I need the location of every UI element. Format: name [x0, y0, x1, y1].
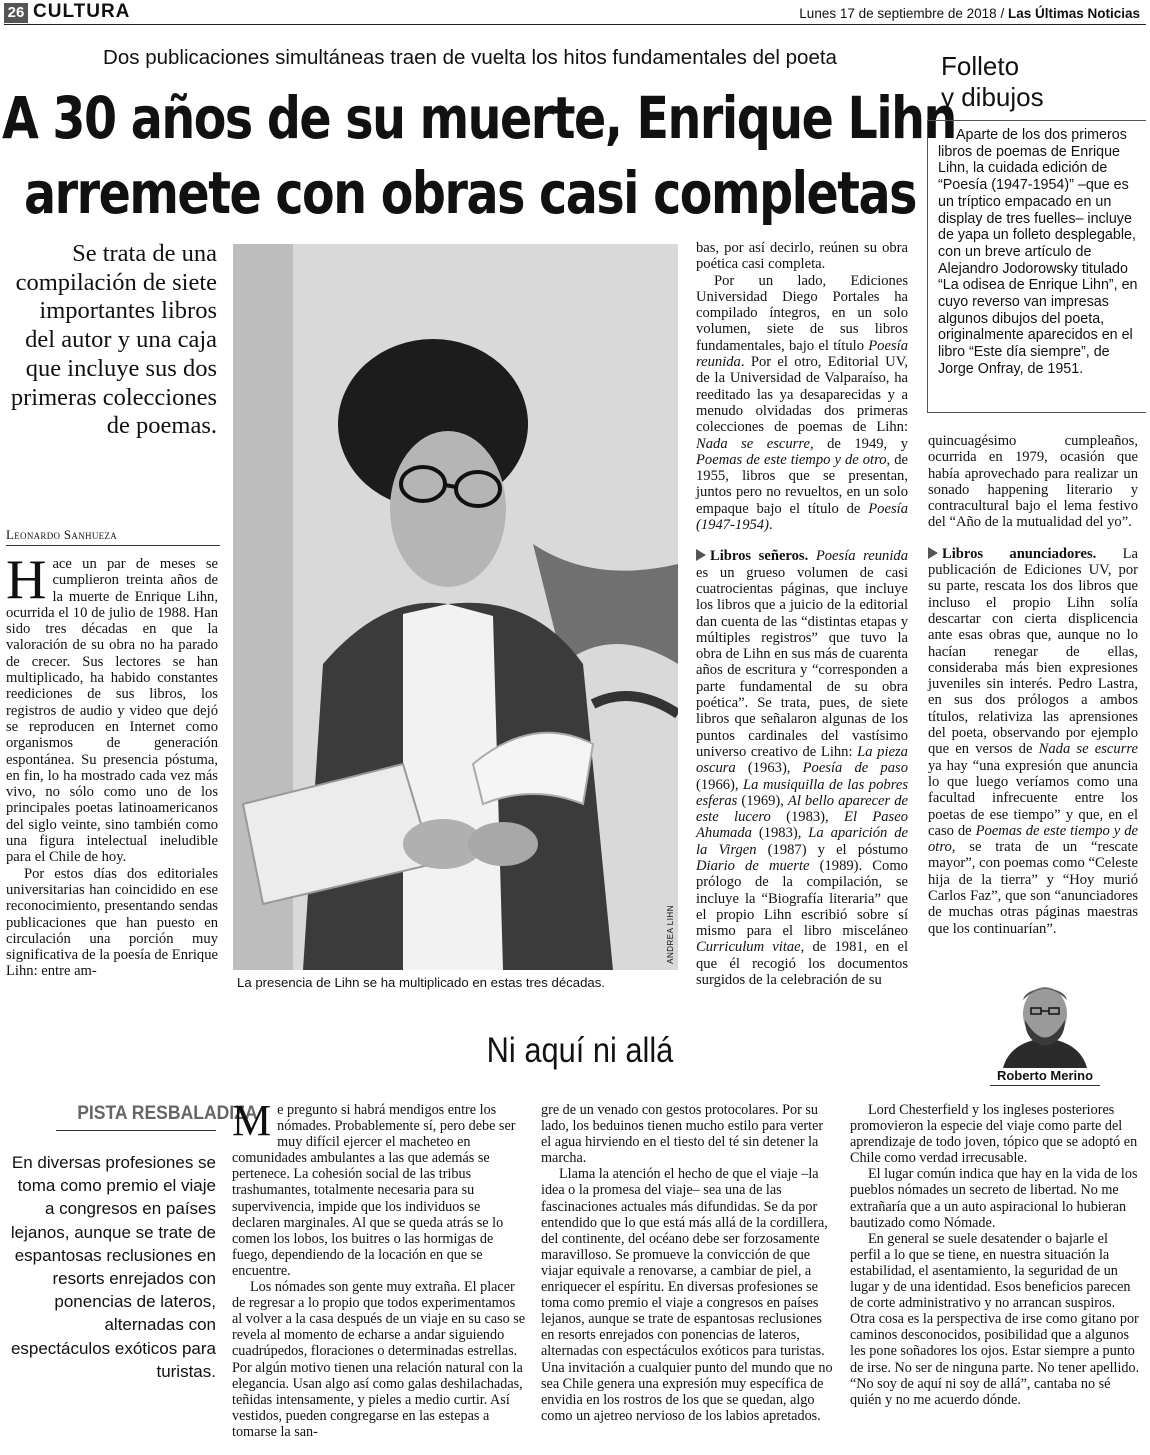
date-text: Lunes 17 de septiembre de 2018 / — [799, 6, 1008, 21]
article-paragraph: Por estos días dos editoriales universitarias han coincidido en ese reconocimiento, presentando sendas publicaciones que han puesto en circulación una porción muy significativa de la poesía de Enrique Lihn: entre am- — [6, 865, 218, 980]
byline-rule — [6, 545, 220, 546]
subhead-libros-anunciadores: Libros anunciadores. — [942, 545, 1097, 562]
byline: Leonardo Sanhueza — [6, 527, 118, 542]
article-paragraph: Por un lado, Ediciones Universidad Diego Portales ha compilado íntegros, en un solo volumen, siete de sus libros fundamentales, bajo el título Poesía reunida. Por el otro, Editorial UV, de la Universidad de Valparaíso, ha reeditado las ya desaparecidas y a menudo olvidadas dos primeras colecciones de poemas de Lihn: Nada se escurre, de 1949, y Poemas de este tiempo y de otro, de 1955, libros que se presentan, juntos pero no revueltos, en un solo empaque bajo el título de Poesía (1947-1954). — [696, 272, 908, 534]
drop-cap: M — [232, 1096, 272, 1145]
article-column-1 — [6, 549, 218, 980]
column-body-2 — [541, 1102, 836, 1424]
photo-credit: ANDREA LIHN — [666, 905, 675, 964]
page-number: 26 — [4, 3, 28, 23]
paper-name: Las Últimas Noticias — [1007, 6, 1140, 21]
column-paragraph: gre de un venado con gestos protocolares. Por su lado, los beduinos tienen mucho estilo para verter el agua hirviendo en el tiesto del té sin detener la marcha. — [541, 1102, 824, 1167]
sidebar-title-line-2: y dibujos — [941, 82, 1044, 112]
article-paragraph: Libros anunciadores. La publicación de Ediciones UV, por su parte, rescata los dos libros que incluso el propio Lihn solía descartar con cierta displicencia ante esas obras que, aunque no lo hacían renegar de ellas, consideraba más bien expresiones juveniles sin interés. Pedro Lastra, en sus dos prólogos a ambos títulos, relativiza las aprensiones del poeta, observando por ejemplo que en versos de Nada se escurre ya hay “una expresión que anuncia lo que luego veríamos como una facultad infrecuente entre los poetas de ese tiempo” y que, en el caso de Poemas de este tiempo y de otro, se trata de un “rescate mayor”, con poemas como “Celeste hija de la tierra” y “Hoy murió Carlos Faz”, que son “anunciadores de muchas otras páginas maestras que los continuarían”. — [928, 545, 1139, 937]
subhead-libros-seneros: Libros señeros. — [710, 548, 809, 565]
deck: Se trata de una compilación de siete importantes libros del autor y una caja que incluye sus dos primeras colecciones de poemas. — [10, 240, 217, 440]
article-paragraph: Hace un par de meses se cumplieron treinta años de la muerte de Enrique Lihn, ocurrida el 10 de julio de 1988. Han sido tres décadas en que la valoración de su obra no ha parado de crecer. Sus lectores se han multiplicado, ha habido constantes reediciones de sus libros, los registros de audio y video que dejó se reproducen en Internet como organismos de generación espontánea. Su presencia póstuma, en fin, lo ha mostrado cada vez más vivo, no sólo como uno de los principales poetas latinoamericanos del siglo veinte, sino también como una figura intelectual ineludible para el Chile de hoy. — [6, 549, 218, 866]
column-paragraph: Llama la atención el hecho de que el viaje –la idea o la promesa del viaje– sea una de las fascinaciones actuales más difundidas. Se da por entendido que lo que está más allá de la cordillera, del continente, del océano debe ser forzosamente maravilloso. Se promueve la convicción de que viajar equivale a renovarse, a cambiar de piel, a enriquecer el espíritu. En diversas profesiones se toma como premio el viaje a congresos en países lejanos, aunque se trate de espantosas reclusiones en resorts enrejados con ponencias de lateros, alternadas con espectáculos exóticos para turistas. Una invitación a cualquier punto del mundo que no sea Chile genera una expresión muy específica de envidia en los rostros de los que se quedan, algo como un ajetreo nervioso de los labios apretados. — [541, 1166, 833, 1424]
kicker: Dos publicaciones simultáneas traen de vuelta los hitos fundamentales del poeta — [103, 46, 837, 69]
column-paragraph: El lugar común indica que hay en la vida de los pueblos nómades un secreto de libertad. No me extrañaría que a un auto aspiracional lo hubieran bautizado como Nómade. — [850, 1166, 1138, 1231]
triangle-bullet-icon — [928, 547, 938, 559]
column-paragraph: En general se suele desatender o bajarle el perfil a lo que se tiene, en nuestra situación la estabilidad, el asentamiento, la seguridad de un lugar y de una identidad. Esos beneficios parecen de corte administrativo y no arrancan suspiros. Otra cosa es la perspectiva de irse como gitano por caminos desconocidos, posibilidad que a algunos les pone soñadores los ojos. Estar siempre a punto de irse. No ser de ninguna parte. No tener apellido. “No soy de aquí ni soy de allá”, cantaba no sé quién y no me acuerdo dónde. — [850, 1230, 1140, 1408]
headline-line-1: A 30 años de su muerte, Enrique Lihn — [2, 84, 956, 152]
lihn-photo — [233, 244, 678, 970]
article-paragraph: Libros señeros. Poesía reunida es un grueso volumen de casi cuatrocientas páginas, que incluye los libros que a juicio de la editorial dan cuenta de las “distintas etapas y múltiples registros” que tuvo la obra de Lihn en sus más de cuarenta años de escritura y “corresponden a parte fundamental de su obra poética”. Se trata, pues, de siete libros que señalaron algunas de los puntos cardinales del vastísimo universo creativo de Lihn: La pieza oscura (1963), Poesía de paso (1966), La musiquilla de las pobres esferas (1969), Al bello aparecer de este lucero (1983), El Paseo Ahumada (1983), La aparición de la Virgen (1987) y el póstumo Diario de muerte (1989). Como prólogo de la compilación, se incluye la “Biografía literaria” que el propio Lihn escribió sobre sí mismo para el libro misceláneo Curriculum vitae, de 1981, en el que él recogió los documentos surgidos de la celebración de su — [696, 548, 909, 989]
drop-cap: H — [6, 549, 47, 611]
column-paragraph: Los nómades son gente muy extraña. El placer de regresar a lo propio que todos experimentamos al volver a la casa después de un viaje en su caso se revela al momento de echarse a andar siguiendo cuadrúpedos, floraciones o determinadas estrellas. Por algún motivo tienen una relación natural con la elegancia. Usan algo así como galas deshilachadas, teñidas intensamente, y pieles a medio curtir. Así vestidos, pueden congregarse en las estepas a tomarse la san- — [232, 1279, 526, 1440]
sidebar-title — [941, 51, 1044, 113]
column-body-3 — [850, 1102, 1142, 1408]
pull-quote-rule — [56, 1130, 216, 1131]
headline-line-2: arremete con obras casi completas — [24, 159, 916, 227]
article-column-2 — [696, 240, 908, 988]
author-name: Roberto Merino — [996, 1068, 1094, 1083]
sidebar-text: Aparte de los dos primeros libros de poemas de Enrique Lihn, la cuidada edición de “Poesía (1947-1954)” –que es un tríptico empacado en un display de tres fuelles– incluye de yapa un folleto desplegable, con un breve artículo de Alejandro Jodorowsky titulado “La odisea de Enrique Lihn”, en cuyo reverso van impresas algunos dibujos del poeta, originalmente aparecidos en el libro “Este día siempre”, de Jorge Onfray, de 1951. — [938, 127, 1138, 377]
author-portrait — [995, 980, 1095, 1068]
column-title: Ni aquí ni allá — [486, 1031, 674, 1070]
section-name: CULTURA — [33, 1, 131, 22]
portrait-illustration — [995, 980, 1095, 1068]
date-line — [799, 6, 1140, 21]
pull-quote-label: PISTA RESBALADIZA — [77, 1102, 258, 1124]
author-rule — [990, 1085, 1100, 1086]
column-paragraph: Lord Chesterfield y los ingleses posteriores promovieron la especie del viaje como parte del aprendizaje de todo joven, tópico que se adoptó en Chile como verdad irrecusable. — [850, 1102, 1138, 1167]
article-paragraph: quincuagésimo cumpleaños, ocurrida en 1979, ocasión que había aprovechado para realizar un sonado happening literario y contracultural bajo el lema festivo del “Año de la mutualidad del yo”. — [928, 433, 1138, 531]
pull-quote: En diversas profesiones se toma como premio el viaje a congresos en países lejanos, aunque se trate de espantosas reclusiones en resorts enrejados con ponencias de lateros, alternadas con espectáculos exóticos para turistas. — [10, 1153, 216, 1381]
column-body-1 — [232, 1096, 527, 1440]
header-rule — [4, 24, 1146, 25]
column-paragraph: Me pregunto si habrá mendigos entre los nómades. Probablemente sí, pero debe ser muy difícil ejercer el macheteo en comunidades ambulantes a las que además se pertenece. La cohesión social de las tribus trashumantes, totalmente necesaria para su supervivencia, impide que los individuos se declaren marginales. Al que se queda atrás se lo comen los lobos, los buitres o las hormigas de fuego, dependiendo de la locación en que se encuentre. — [232, 1096, 516, 1279]
sidebar-title-line-1: Folleto — [941, 51, 1020, 81]
triangle-bullet-icon — [696, 549, 706, 561]
article-paragraph: bas, por así decirlo, reúnen su obra poética casi completa. — [696, 240, 908, 273]
article-column-3 — [928, 433, 1138, 937]
photo-illustration — [233, 244, 678, 970]
photo-caption: La presencia de Lihn se ha multiplicado en estas tres décadas. — [237, 975, 606, 990]
